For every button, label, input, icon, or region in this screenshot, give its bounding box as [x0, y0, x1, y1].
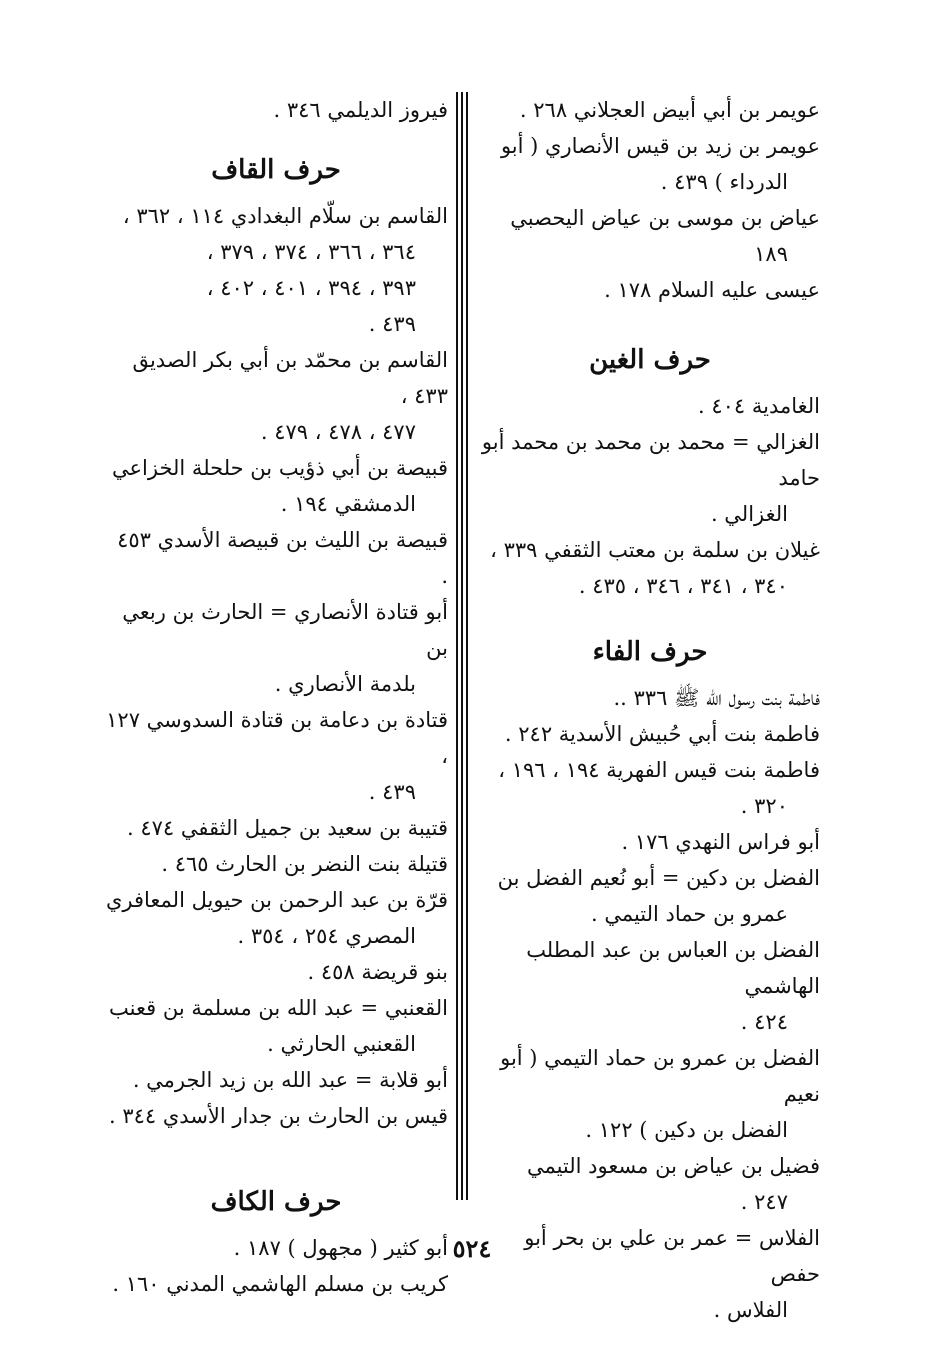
- entry-continuation-line: ٤٣٩ .: [368, 312, 416, 336]
- index-entry: [480, 532, 820, 604]
- entry-line: عويمر بن أبي أبيض العجلاني ٢٦٨ .: [519, 98, 820, 122]
- index-entry: [104, 846, 448, 882]
- index-entry: [104, 882, 448, 954]
- entry-continuation-line: القعنبي الحارثي .: [267, 1032, 416, 1056]
- entry-continuation-line: ٤٢٤ .: [740, 1010, 788, 1034]
- index-entry: [480, 1148, 820, 1220]
- entry-line: قيس بن الحارث بن جدار الأسدي ٣٤٤ .: [108, 1104, 448, 1128]
- entry-line: الغزالي = محمد بن محمد بن محمد أبو حامد: [481, 430, 820, 490]
- index-entry: [104, 954, 448, 990]
- entry-continuation-line: الدمشقي ١٩٤ .: [280, 492, 416, 516]
- index-entry: [104, 92, 448, 128]
- entries-ain: [480, 92, 820, 308]
- entry-line: عياض بن موسى بن عياض اليحصبي: [510, 206, 820, 230]
- left-column: [104, 92, 448, 1296]
- entry-line: غيلان بن سلمة بن معتب الثقفي ٣٣٩ ،: [490, 538, 820, 562]
- heading-ghain: حرف الغين: [589, 345, 711, 375]
- entry-continuation-line: ٣٦٤ ، ٣٦٦ ، ٣٧٤ ، ٣٧٩ ،: [206, 240, 416, 264]
- entry-line: قبيصة بن أبي ذؤيب بن حلحلة الخزاعي: [112, 456, 448, 480]
- entry-line: الفضل بن عمرو بن حماد التيمي ( أبو نعيم: [500, 1046, 820, 1106]
- index-entry: [480, 388, 820, 424]
- index-entry: [480, 128, 820, 200]
- entry-continuation-line: ٤٣٩ .: [368, 780, 416, 804]
- index-entry: [480, 424, 820, 532]
- index-entry: [480, 860, 820, 932]
- entry-line: الفضل بن دكين = أبو نُعيم الفضل بن: [497, 866, 820, 890]
- entry-line: القاسم بن سلّام البغدادي ١١٤ ، ٣٦٢ ،: [122, 204, 448, 228]
- entry-continuation-line: بلدمة الأنصاري .: [274, 672, 416, 696]
- entry-continuation-line: عمرو بن حماد التيمي .: [590, 902, 788, 926]
- entry-line: الفلاس = عمر بن علي بن بحر أبو حفص: [524, 1226, 820, 1286]
- index-entry: [480, 680, 820, 716]
- index-entry: [480, 824, 820, 860]
- entry-line: فاطمة بنت رسول الله ﷺ ٣٣٦ ..: [613, 686, 820, 710]
- index-entry: [480, 716, 820, 752]
- index-entry: [480, 200, 820, 272]
- entry-line: فضيل بن عياض بن مسعود التيمي: [526, 1154, 820, 1178]
- entry-line: قبيصة بن الليث بن قبيصة الأسدي ٤٥٣ .: [117, 528, 448, 588]
- index-entry: [104, 1062, 448, 1098]
- entry-line: كريب بن مسلم الهاشمي المدني ١٦٠ .: [112, 1272, 448, 1296]
- entry-line: أبو كثير ( مجهول ) ١٨٧ .: [233, 1236, 448, 1260]
- entry-line: قتادة بن دعامة بن قتادة السدوسي ١٢٧ ،: [106, 708, 448, 768]
- entry-continuation-line: المصري ٢٥٤ ، ٣٥٤ .: [237, 924, 416, 948]
- entry-line: الغامدية ٤٠٤ .: [697, 394, 820, 418]
- entry-line: قتيلة بنت النضر بن الحارث ٤٦٥ .: [161, 852, 448, 876]
- index-entry: [480, 932, 820, 1040]
- index-entry: [104, 1098, 448, 1134]
- entry-continuation-line: الدرداء ) ٤٣٩ .: [660, 170, 788, 194]
- index-entry: [104, 810, 448, 846]
- entry-line: قتيبة بن سعيد بن جميل الثقفي ٤٧٤ .: [127, 816, 448, 840]
- index-entry: [480, 92, 820, 128]
- entry-line: القاسم بن محمّد بن أبي بكر الصديق ٤٣٣ ،: [132, 348, 448, 408]
- entry-line: بنو قريضة ٤٥٨ .: [307, 960, 448, 984]
- page-number: ٥٢٤: [452, 1234, 492, 1263]
- index-entry: [104, 990, 448, 1062]
- entry-line: أبو قتادة الأنصاري = الحارث بن ربعي بن: [122, 600, 448, 660]
- index-entry: [104, 522, 448, 594]
- entry-continuation-line: ٣٢٠ .: [740, 794, 788, 818]
- right-column: [480, 92, 820, 1322]
- heading-fa: حرف الفاء: [592, 637, 708, 667]
- index-entry: [104, 450, 448, 522]
- entry-line: قرّة بن عبد الرحمن بن حيويل المعافري: [105, 888, 448, 912]
- entry-continuation-line: ٤٧٧ ، ٤٧٨ ، ٤٧٩ .: [260, 420, 416, 444]
- column-divider: [455, 92, 469, 1200]
- entry-continuation-line: ٢٤٧ .: [740, 1190, 788, 1214]
- entry-line: فاطمة بنت أبي حُبيش الأسدية ٢٤٢ .: [504, 722, 820, 746]
- index-entry: [480, 752, 820, 824]
- index-entry: [104, 702, 448, 810]
- entry-line: القعنبي = عبد الله بن مسلمة بن قعنب: [109, 996, 448, 1020]
- entry-line: أبو قلابة = عبد الله بن زيد الجرمي .: [132, 1068, 448, 1092]
- index-entry: [104, 198, 448, 342]
- entry-continuation-line: ٣٤٠ ، ٣٤١ ، ٣٤٦ ، ٤٣٥ .: [578, 574, 788, 598]
- entry-continuation-line: الغزالي .: [710, 502, 788, 526]
- entry-line: عويمر بن زيد بن قيس الأنصاري ( أبو: [500, 134, 820, 158]
- entry-line: فاطمة بنت قيس الفهرية ١٩٤ ، ١٩٦ ،: [498, 758, 820, 782]
- entry-continuation-line: ٣٩٣ ، ٣٩٤ ، ٤٠١ ، ٤٠٢ ،: [206, 276, 416, 300]
- entry-continuation-line: الفضل بن دكين ) ١٢٢ .: [585, 1118, 788, 1142]
- index-entry: [104, 1266, 448, 1302]
- entry-line: عيسى عليه السلام ١٧٨ .: [604, 278, 820, 302]
- entry-line: الفضل بن العباس بن عبد المطلب الهاشمي: [526, 938, 820, 998]
- entry-continuation-line: الفلاس .: [713, 1298, 788, 1322]
- heading-kaf: حرف الكاف: [210, 1187, 342, 1217]
- entries-fa: [480, 680, 820, 1328]
- entries-fa-continued: [104, 92, 448, 128]
- index-entry: [104, 594, 448, 702]
- heading-qaf: حرف القاف: [211, 155, 341, 185]
- entry-line: أبو فراس النهدي ١٧٦ .: [621, 830, 820, 854]
- entries-qaf: [104, 198, 448, 1134]
- entries-ghain: [480, 388, 820, 604]
- index-entry: [480, 1040, 820, 1148]
- index-entry: [480, 272, 820, 308]
- entry-line: فيروز الديلمي ٣٤٦ .: [273, 98, 448, 122]
- index-entry: [104, 342, 448, 450]
- entry-continuation-line: ١٨٩: [754, 242, 788, 266]
